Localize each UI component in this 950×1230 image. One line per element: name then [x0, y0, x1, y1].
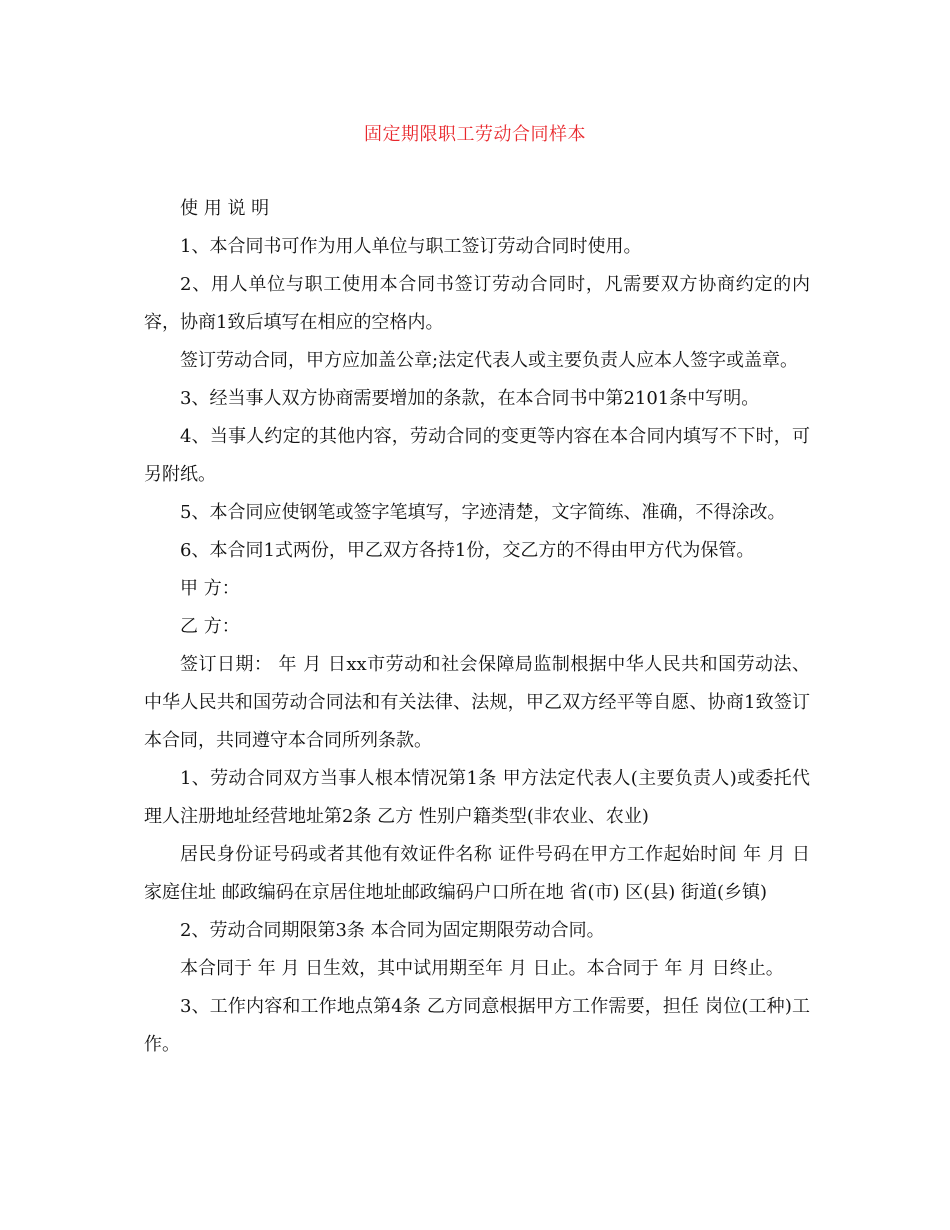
instructions-heading: 使 用 说 明 [180, 198, 270, 219]
party-b-line: 乙 方： [180, 616, 240, 637]
clause-1-parties: 1、劳动合同双方当事人根本情况第1条 甲方法定代表人(主要负责人)或委托代理人注册地址经营地址第2条 乙方 性别户籍类型(非农业、农业) [144, 768, 810, 827]
clause-2-effective-dates: 本合同于 年 月 日生效，其中试用期至年 月 日止。本合同于 年 月 日终止。 [180, 958, 784, 979]
instruction-5: 5、本合同应使钢笔或签字笔填写，字迹清楚，文字简练、准确，不得涂改。 [180, 502, 786, 523]
clause-2-term: 2、劳动合同期限第3条 本合同为固定期限劳动合同。 [180, 920, 605, 941]
instruction-2: 2、用人单位与职工使用本合同书签订劳动合同时，凡需要双方协商约定的内容，协商1致后填写在相应的空格内。 [144, 274, 810, 333]
document-title: 固定期限职工劳动合同样本 [364, 124, 586, 145]
instruction-4: 4、当事人约定的其他内容，劳动合同的变更等内容在本合同内填写不下时，可另附纸。 [144, 426, 810, 485]
signing-date-preamble: 签订日期： 年 月 日xx市劳动和社会保障局监制根据中华人民共和国劳动法、中华人民共和国劳动合同法和有关法律、法规，甲乙双方经平等自愿、协商1致签订本合同，共同遵守本合同所列条款。 [144, 654, 810, 751]
instruction-seal: 签订劳动合同，甲方应加盖公章;法定代表人或主要负责人应本人签字或盖章。 [180, 350, 799, 371]
instruction-3: 3、经当事人双方协商需要增加的条款，在本合同书中第2101条中写明。 [180, 388, 760, 409]
clause-1-identity: 居民身份证号码或者其他有效证件名称 证件号码在甲方工作起始时间 年 月 日家庭住址 邮政编码在京居住地址邮政编码户口所在地 省(市) 区(县) 街道(乡镇) [144, 844, 810, 903]
instruction-1: 1、本合同书可作为用人单位与职工签订劳动合同时使用。 [180, 236, 642, 257]
instruction-6: 6、本合同1式两份，甲乙双方各持1份，交乙方的不得由甲方代为保管。 [180, 540, 755, 561]
document-body [144, 190, 810, 1064]
party-a-line: 甲 方： [180, 578, 240, 599]
clause-3-work-content: 3、工作内容和工作地点第4条 乙方同意根据甲方工作需要，担任 岗位(工种)工作。 [144, 996, 810, 1055]
